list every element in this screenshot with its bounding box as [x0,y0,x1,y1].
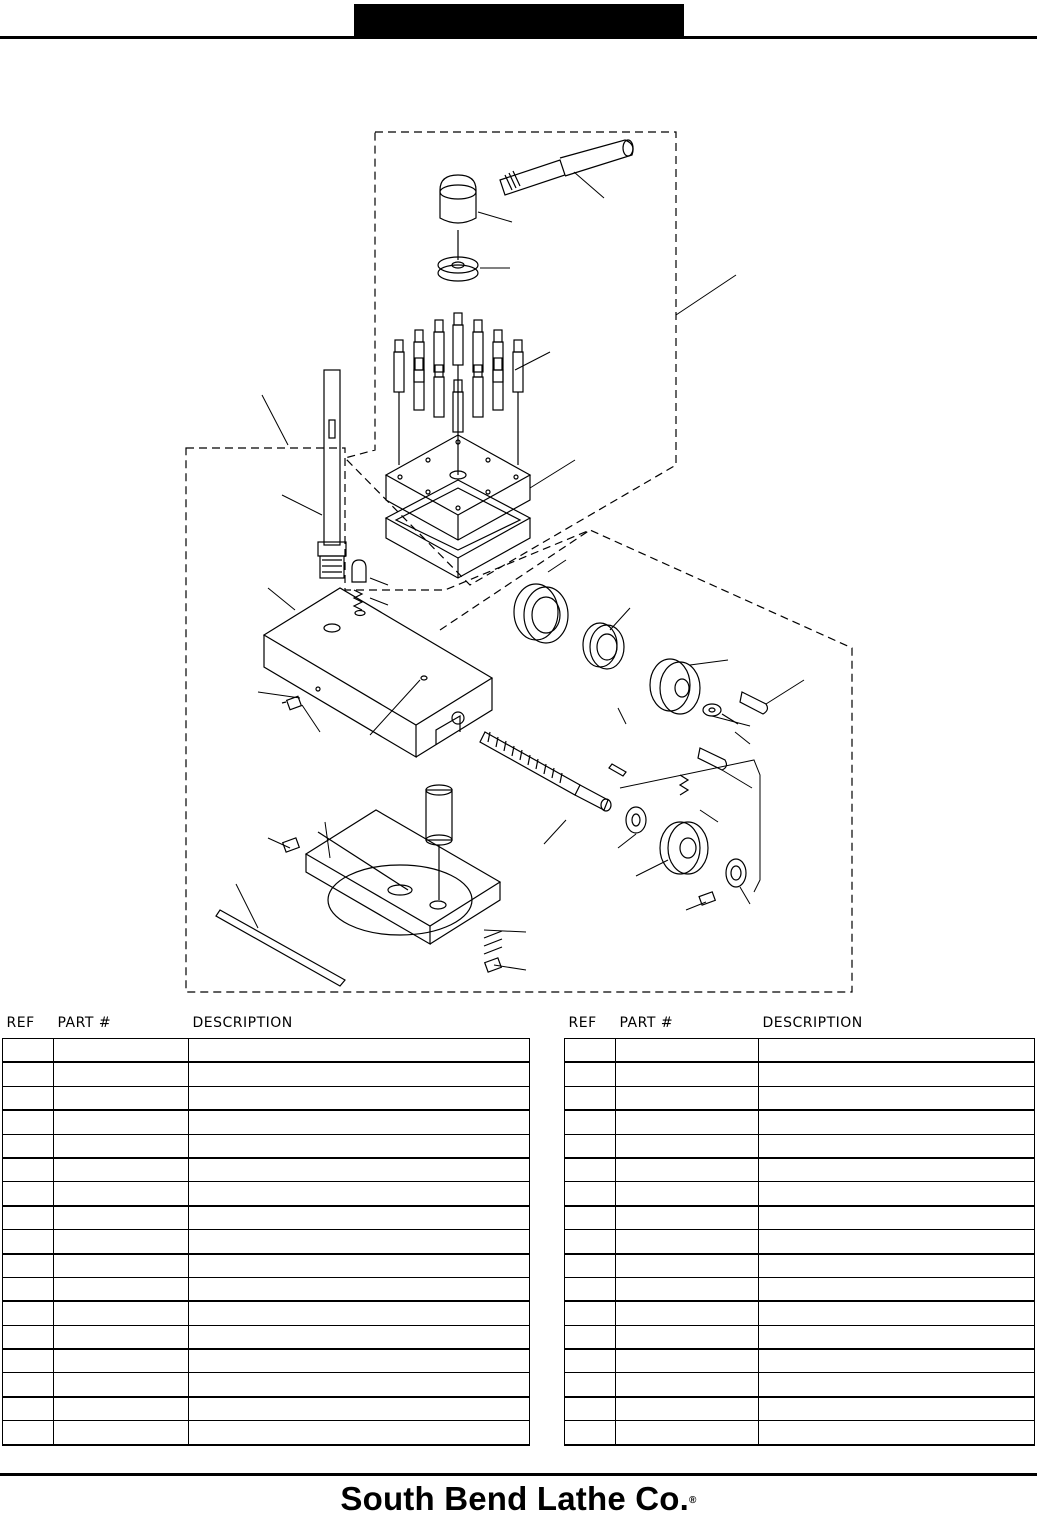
column-header-ref: REF [6,1015,35,1031]
table-row [3,1349,530,1373]
description-cell [189,1206,530,1230]
table-row [565,1397,1035,1421]
part-number-cell [54,1182,189,1206]
description-cell [759,1039,1035,1063]
description-cell [759,1086,1035,1110]
ref-cell [3,1182,54,1206]
table-row [3,1397,530,1421]
footer-rule [0,1473,1037,1476]
description-cell [759,1062,1035,1086]
ref-cell [565,1206,616,1230]
ref-cell [3,1039,54,1063]
description-cell [759,1182,1035,1206]
description-cell [189,1373,530,1397]
ref-cell [565,1158,616,1182]
part-number-cell [616,1158,759,1182]
description-cell [189,1254,530,1278]
part-number-cell [54,1254,189,1278]
pivot-pin-part [426,785,452,900]
part-number-cell [54,1062,189,1086]
part-number-cell [54,1039,189,1063]
description-cell [189,1421,530,1445]
description-cell [759,1277,1035,1301]
table-row [3,1158,530,1182]
description-cell [759,1158,1035,1182]
table-row [565,1325,1035,1349]
ref-cell [565,1182,616,1206]
set-screws-group [394,313,523,475]
table-row [3,1421,530,1445]
handle-part [500,140,633,195]
bracket-screw-part [699,892,715,905]
ref-cell [3,1206,54,1230]
table-row [565,1110,1035,1134]
description-cell [759,1230,1035,1254]
table-row [3,1301,530,1325]
description-cell [189,1397,530,1421]
description-cell [759,1421,1035,1445]
ref-cell [565,1373,616,1397]
brand-logo [0,1480,1037,1518]
ref-cell [565,1254,616,1278]
end-washer-part [726,859,746,887]
tool-post-assembly-boundary [186,132,852,992]
gib-part [216,910,345,986]
description-cell [189,1325,530,1349]
part-number-cell [54,1206,189,1230]
part-number-cell [616,1277,759,1301]
table-row [565,1373,1035,1397]
table-row [565,1182,1035,1206]
column-header-part-number: PART # [619,1015,674,1031]
ref-cell [565,1110,616,1134]
exploded-parts-diagram [0,120,1037,1000]
table-row [3,1110,530,1134]
ref-cell [3,1373,54,1397]
part-number-cell [54,1158,189,1182]
table-row [565,1086,1035,1110]
part-number-cell [54,1373,189,1397]
table-header-row [565,1010,1035,1039]
ref-cell [3,1277,54,1301]
part-number-cell [616,1325,759,1349]
ref-cell [3,1349,54,1373]
table-row [565,1230,1035,1254]
part-number-cell [616,1421,759,1445]
bearing-part [583,623,624,669]
table-row [565,1134,1035,1158]
ref-cell [3,1110,54,1134]
description-cell [189,1158,530,1182]
ref-cell [565,1277,616,1301]
table-row [3,1373,530,1397]
description-cell [189,1349,530,1373]
parts-table-left-body [3,1039,530,1445]
description-cell [759,1397,1035,1421]
ref-cell [565,1349,616,1373]
parts-table-left [2,1010,530,1446]
registered-mark: ® [689,1495,697,1506]
table-row [3,1206,530,1230]
part-number-cell [616,1230,759,1254]
part-number-cell [54,1349,189,1373]
part-number-cell [616,1373,759,1397]
part-number-cell [616,1039,759,1063]
description-cell [759,1206,1035,1230]
table-row [3,1039,530,1063]
column-header-description: DESCRIPTION [762,1015,863,1031]
ref-cell [565,1230,616,1254]
part-number-cell [54,1086,189,1110]
part-number-cell [616,1110,759,1134]
small-washer-part [703,704,721,716]
table-row [565,1349,1035,1373]
ref-cell [3,1134,54,1158]
description-cell [759,1373,1035,1397]
description-cell [189,1086,530,1110]
part-number-cell [54,1230,189,1254]
part-number-cell [54,1397,189,1421]
description-cell [189,1230,530,1254]
table-row [565,1039,1035,1063]
ref-cell [3,1062,54,1086]
table-row [565,1158,1035,1182]
part-number-cell [616,1349,759,1373]
part-number-cell [54,1325,189,1349]
description-cell [189,1110,530,1134]
part-number-cell [54,1277,189,1301]
ref-cell [3,1421,54,1445]
part-number-cell [616,1254,759,1278]
table-row [3,1230,530,1254]
callout-leader-lines [236,172,804,970]
part-number-cell [54,1134,189,1158]
description-cell [759,1110,1035,1134]
cap-nut-part [440,175,476,260]
washer-part [438,257,478,281]
table-row [565,1062,1035,1086]
stud-part [318,370,346,578]
ref-cell [3,1301,54,1325]
ref-cell [565,1325,616,1349]
part-number-cell [54,1110,189,1134]
description-cell [759,1325,1035,1349]
description-cell [759,1349,1035,1373]
description-cell [189,1134,530,1158]
part-number-cell [616,1182,759,1206]
ref-cell [565,1086,616,1110]
column-header-ref: REF [568,1015,597,1031]
description-cell [759,1301,1035,1325]
part-number-cell [54,1421,189,1445]
table-row [3,1325,530,1349]
description-cell [189,1039,530,1063]
description-cell [189,1182,530,1206]
ref-cell [565,1062,616,1086]
table-row [3,1086,530,1110]
table-row [3,1134,530,1158]
description-cell [189,1277,530,1301]
thrust-washer-part [626,807,646,833]
brand-name: South Bend Lathe Co. [340,1480,690,1517]
description-cell [189,1062,530,1086]
ref-cell [3,1254,54,1278]
leadscrew-part [480,732,611,811]
table-row [3,1182,530,1206]
header-title-band [354,4,684,38]
ref-cell [3,1325,54,1349]
lower-screws-part [283,838,502,972]
part-number-cell [616,1062,759,1086]
column-header-part-number: PART # [57,1015,112,1031]
compound-slide-part [264,588,492,757]
table-row [565,1206,1035,1230]
ref-cell [3,1086,54,1110]
description-cell [189,1301,530,1325]
ref-cell [3,1230,54,1254]
table-row [3,1277,530,1301]
end-bracket-part [660,775,708,874]
part-number-cell [616,1206,759,1230]
table-header-row [3,1010,530,1039]
key-part [609,764,626,776]
part-number-cell [616,1301,759,1325]
table-row [565,1277,1035,1301]
ring-nut-part [514,584,568,643]
table-row [565,1421,1035,1445]
part-number-cell [616,1086,759,1110]
part-number-cell [54,1301,189,1325]
table-row [3,1254,530,1278]
ref-cell [3,1158,54,1182]
table-row [565,1301,1035,1325]
dial-part [650,659,700,714]
ref-cell [565,1397,616,1421]
ref-cell [565,1134,616,1158]
description-cell [759,1254,1035,1278]
table-row [3,1062,530,1086]
ref-cell [565,1301,616,1325]
ref-cell [3,1397,54,1421]
parts-table-right-body [565,1039,1035,1445]
ref-cell [565,1039,616,1063]
swivel-base-part [306,810,500,944]
description-cell [759,1134,1035,1158]
parts-table-right [564,1010,1035,1446]
column-header-description: DESCRIPTION [192,1015,293,1031]
part-number-cell [616,1397,759,1421]
table-row [565,1254,1035,1278]
ref-cell [565,1421,616,1445]
part-number-cell [616,1134,759,1158]
crank-handle-part [698,692,767,770]
